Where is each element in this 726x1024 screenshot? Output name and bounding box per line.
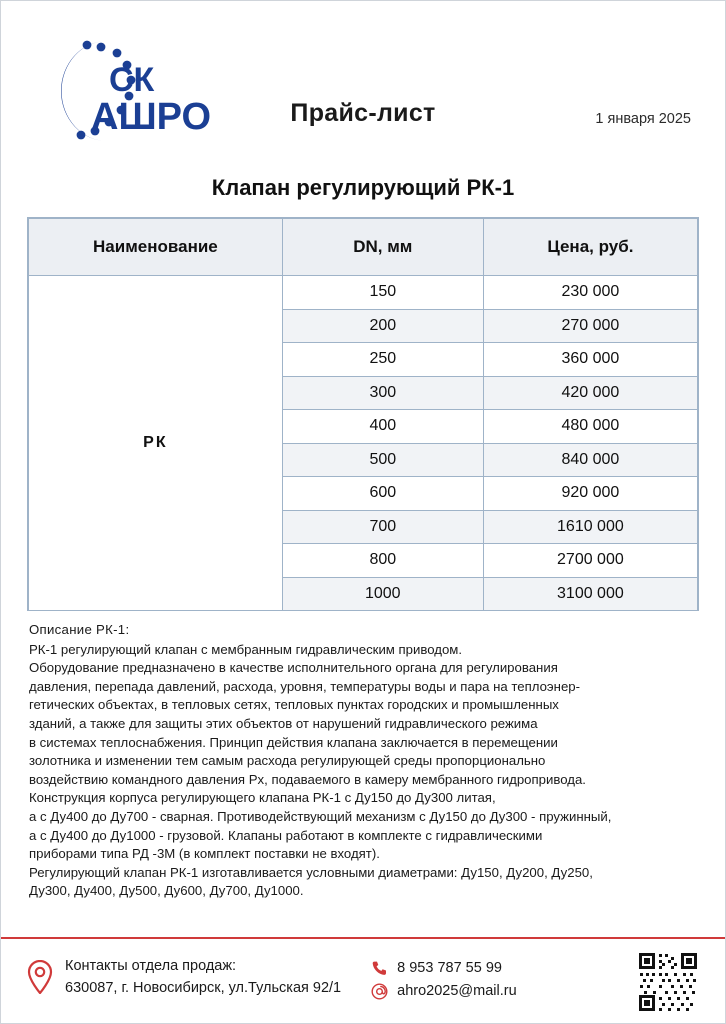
price-table-wrapper: [27, 217, 699, 611]
description-line: воздействию командного давления Рх, подаваемого в камеру мембранного гидропривода.: [29, 771, 586, 787]
qr-code[interactable]: [637, 951, 699, 1013]
cell-dn: 200: [282, 309, 483, 343]
cell-dn: 600: [282, 477, 483, 511]
price-table: [28, 218, 698, 611]
document-date: 1 января 2025: [595, 111, 691, 127]
cell-price: 270 000: [483, 309, 697, 343]
cell-price: 840 000: [483, 443, 697, 477]
document-header: [1, 1, 725, 169]
phone-row[interactable]: [371, 957, 517, 980]
cell-price: 480 000: [483, 410, 697, 444]
description-line: зданий, а также для защиты этих объектов от нарушений гидравлического режима: [29, 715, 538, 731]
email-address: ahro2025@mail.ru: [397, 983, 517, 999]
cell-price: 920 000: [483, 477, 697, 511]
description-line: РК-1 регулирующий клапан с мембранным гидравлическим приводом.: [29, 641, 463, 657]
company-logo: [45, 31, 235, 151]
map-pin-icon: [27, 960, 53, 994]
description-line: золотника и изменении тем самым расхода регулирующей среды пропорционально: [29, 753, 546, 769]
phone-icon: [371, 960, 388, 977]
cell-dn: 250: [282, 343, 483, 377]
svg-text:АШРО: АШРО: [91, 96, 212, 138]
table-header-row: [29, 219, 698, 276]
description-line: гетических объектах, в тепловых сетях, тепловых пунктах городских и промышленных: [29, 697, 559, 713]
email-icon: [371, 983, 388, 1000]
cell-price: 2700 000: [483, 544, 697, 578]
cell-price: 3100 000: [483, 577, 697, 611]
cell-price: 1610 000: [483, 510, 697, 544]
cell-dn: 150: [282, 276, 483, 310]
cell-dn: 500: [282, 443, 483, 477]
page-title: Прайс-лист: [290, 99, 436, 127]
cell-price: 230 000: [483, 276, 697, 310]
header-dn: DN, мм: [282, 219, 483, 276]
description-line: Конструкция корпуса регулирующего клапана РК-1 с Ду150 до Ду300 литая,: [29, 790, 496, 806]
product-title: Клапан регулирующий РК-1: [211, 175, 515, 200]
phone-number: 8 953 787 55 99: [397, 960, 502, 976]
cell-price: 420 000: [483, 376, 697, 410]
contacts-label: Контакты отдела продаж:: [65, 958, 237, 974]
description-line: приборами типа РД -3М (в комплект поставки не входят).: [29, 846, 380, 862]
header-price: Цена, руб.: [483, 219, 697, 276]
header-name: Наименование: [29, 219, 283, 276]
email-row[interactable]: [371, 980, 517, 1003]
description-line: а с Ду400 до Ду1000 - грузовой. Клапаны работают в комплекте с гидравлическими: [29, 827, 543, 843]
document-footer: [1, 937, 725, 1023]
cell-dn: 1000: [282, 577, 483, 611]
description-line: в системах теплоснабжения. Принцип действия клапана заключается в перемещении: [29, 734, 558, 750]
description-line: Регулирующий клапан РК-1 изготавливается условными диаметрами: Ду150, Ду200, Ду250,: [29, 864, 593, 880]
contacts-block: [371, 949, 517, 1003]
svg-text:СК: СК: [109, 61, 155, 99]
description-line: а с Ду400 до Ду700 - сварная. Противодействующий механизм с Ду150 до Ду300 - пружинный,: [29, 808, 612, 824]
table-row: [29, 276, 698, 310]
cell-dn: 400: [282, 410, 483, 444]
cell-price: 360 000: [483, 343, 697, 377]
description-block: [29, 621, 697, 901]
description-line: Оборудование предназначено в качестве исполнительного органа для регулирования: [29, 660, 558, 676]
address-text: 630087, г. Новосибирск, ул.Тульская 92/1: [65, 980, 342, 996]
series-label: РК: [29, 276, 283, 611]
cell-dn: 300: [282, 376, 483, 410]
description-line: Ду300, Ду400, Ду500, Ду600, Ду700, Ду1000.: [29, 883, 304, 899]
cell-dn: 700: [282, 510, 483, 544]
description-heading: Описание РК-1:: [29, 622, 130, 637]
description-line: давления, перепада давлений, расхода, уровня, температуры воды и пара на теплоэнер-: [29, 678, 581, 694]
cell-dn: 800: [282, 544, 483, 578]
address-block: [27, 949, 341, 999]
